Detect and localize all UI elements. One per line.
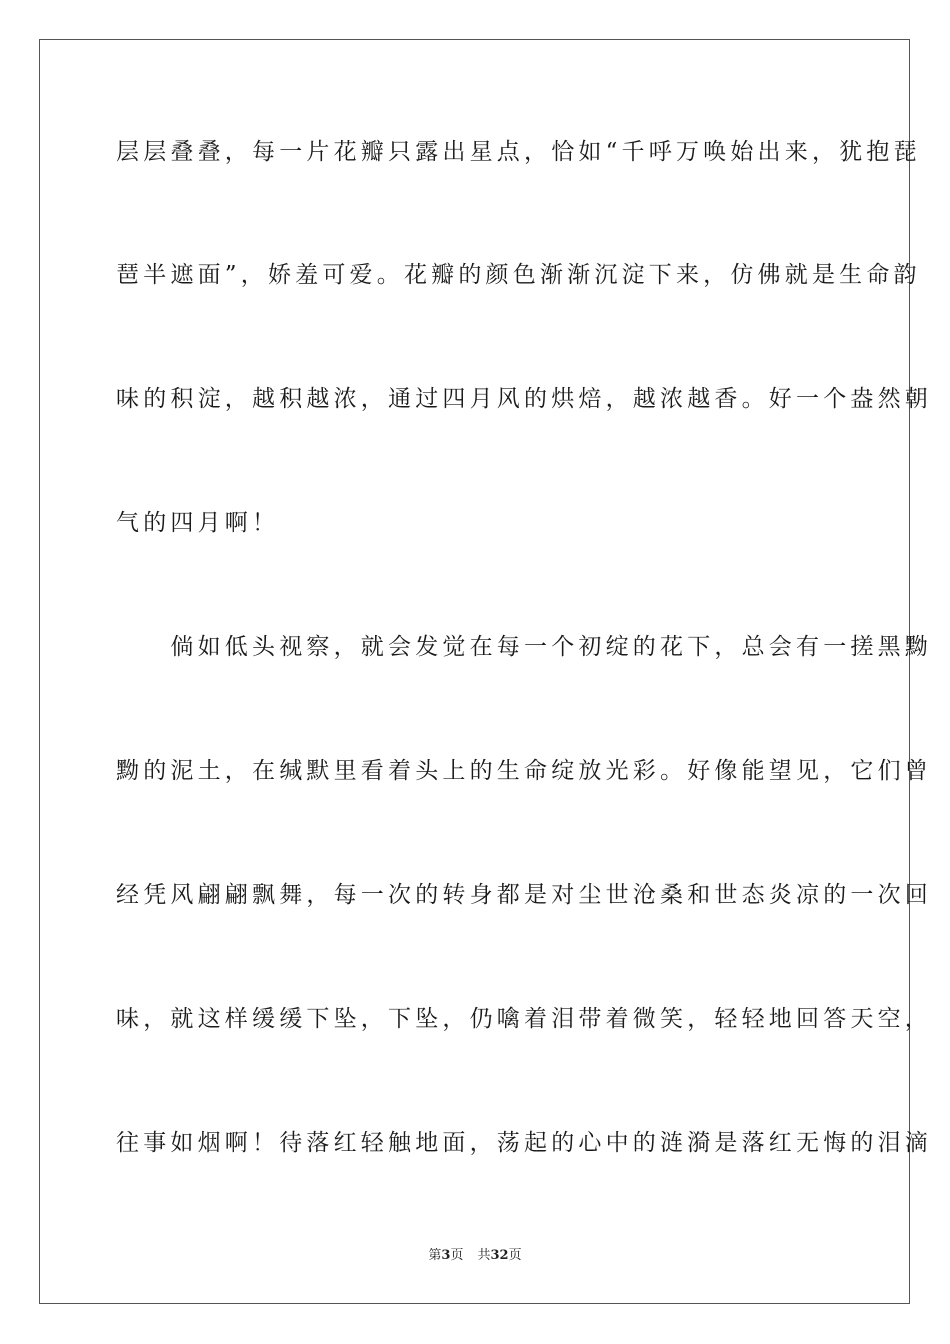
text-line: 气的四月啊！ (116, 510, 280, 536)
text-line: 味的积淀，越积越浓，通过四月风的烘焙，越浓越香。好一个盎然朝 (116, 386, 932, 412)
text-line: 往事如烟啊！待落红轻触地面，荡起的心中的涟漪是落红无悔的泪滴 (116, 1130, 932, 1156)
page-number: 第3页 (428, 1248, 464, 1263)
text-line: 黝的泥土，在缄默里看着头上的生命绽放光彩。好像能望见，它们曾 (116, 758, 932, 784)
page-footer (0, 1247, 950, 1265)
text-line: 味，就这样缓缓下坠，下坠，仍噙着泪带着微笑，轻轻地回答天空， (116, 1006, 932, 1032)
text-line: 经凭风翩翩飘舞，每一次的转身都是对尘世沧桑和世态炎凉的一次回 (116, 882, 932, 908)
text-line: 层层叠叠，每一片花瓣只露出星点，恰如“千呼万唤始出来，犹抱琵 (116, 139, 921, 165)
page-border (39, 39, 932, 1304)
total-pages: 共32页 (477, 1248, 522, 1263)
text-line: 倘如低头视察，就会发觉在每一个初绽的花下，总会有一搓黑黝 (116, 634, 932, 660)
text-line: 琶半遮面”，娇羞可爱。花瓣的颜色渐渐沉淀下来，仿佛就是生命韵 (116, 262, 921, 288)
